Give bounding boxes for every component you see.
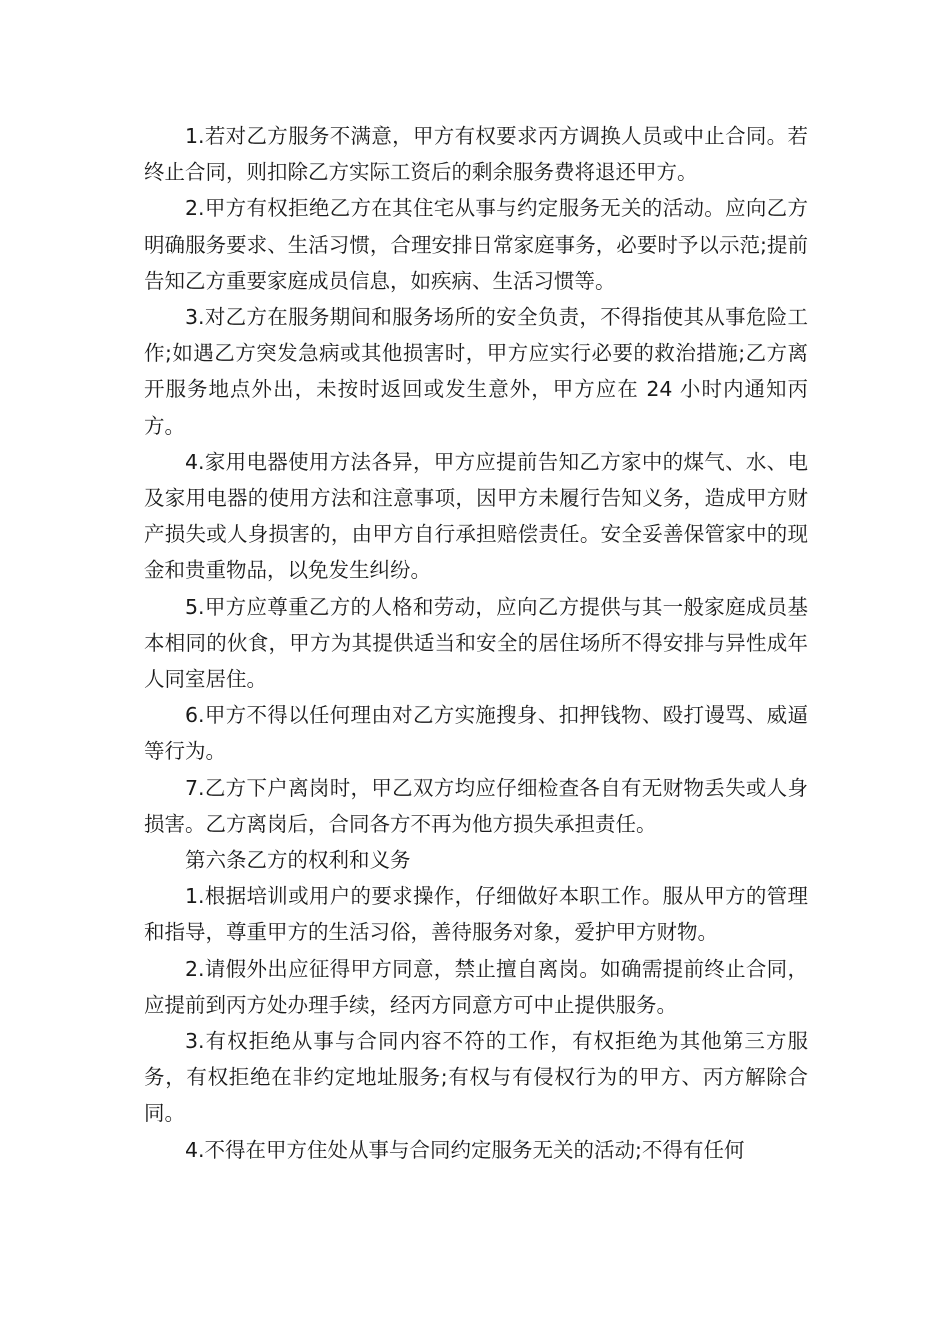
clause-paragraph: 3.有权拒绝从事与合同内容不符的工作，有权拒绝为其他第三方服务，有权拒绝在非约定地址服务;有权与有侵权行为的甲方、丙方解除合同。 — [144, 1029, 808, 1126]
clause-paragraph: 6.甲方不得以任何理由对乙方实施搜身、扣押钱物、殴打谩骂、威逼等行为。 — [144, 703, 808, 764]
clause-paragraph: 4.不得在甲方住处从事与合同约定服务无关的活动;不得有任何 — [185, 1137, 745, 1162]
clause-paragraph: 2.请假外出应征得甲方同意，禁止擅自离岗。如确需提前终止合同，应提前到丙方处办理手续，经丙方同意方可中止提供服务。 — [144, 956, 808, 1017]
clause-paragraph: 1.根据培训或用户的要求操作，仔细做好本职工作。服从甲方的管理和指导，尊重甲方的生活习俗，善待服务对象，爱护甲方财物。 — [144, 884, 808, 945]
clause-paragraph: 3.对乙方在服务期间和服务场所的安全负责，不得指使其从事危险工作;如遇乙方突发急病或其他损害时，甲方应实行必要的救治措施;乙方离开服务地点外出，未按时返回或发生意外，甲方应在 24 小时内通知丙方。 — [144, 305, 808, 438]
document-body — [144, 118, 808, 1168]
clause-paragraph: 1.若对乙方服务不满意，甲方有权要求丙方调换人员或中止合同。若终止合同，则扣除乙方实际工资后的剩余服务费将退还甲方。 — [144, 124, 808, 185]
clause-paragraph: 2.甲方有权拒绝乙方在其住宅从事与约定服务无关的活动。应向乙方明确服务要求、生活习惯，合理安排日常家庭事务，必要时予以示范;提前告知乙方重要家庭成员信息，如疾病、生活习惯等。 — [144, 196, 808, 293]
clause-paragraph: 5.甲方应尊重乙方的人格和劳动，应向乙方提供与其一般家庭成员基本相同的伙食，甲方为其提供适当和安全的居住场所不得安排与异性成年人同室居住。 — [144, 594, 808, 692]
section-heading: 第六条乙方的权利和义务 — [185, 848, 411, 873]
clause-paragraph: 4.家用电器使用方法各异，甲方应提前告知乙方家中的煤气、水、电及家用电器的使用方法和注意事项，因甲方未履行告知义务，造成甲方财产损失或人身损害的，由甲方自行承担赔偿责任。安全妥善保管家中的现金和贵重物品，以免发生纠纷。 — [144, 449, 808, 583]
clause-paragraph: 7.乙方下户离岗时，甲乙双方均应仔细检查各自有无财物丢失或人身损害。乙方离岗后，合同各方不再为他方损失承担责任。 — [144, 775, 808, 836]
